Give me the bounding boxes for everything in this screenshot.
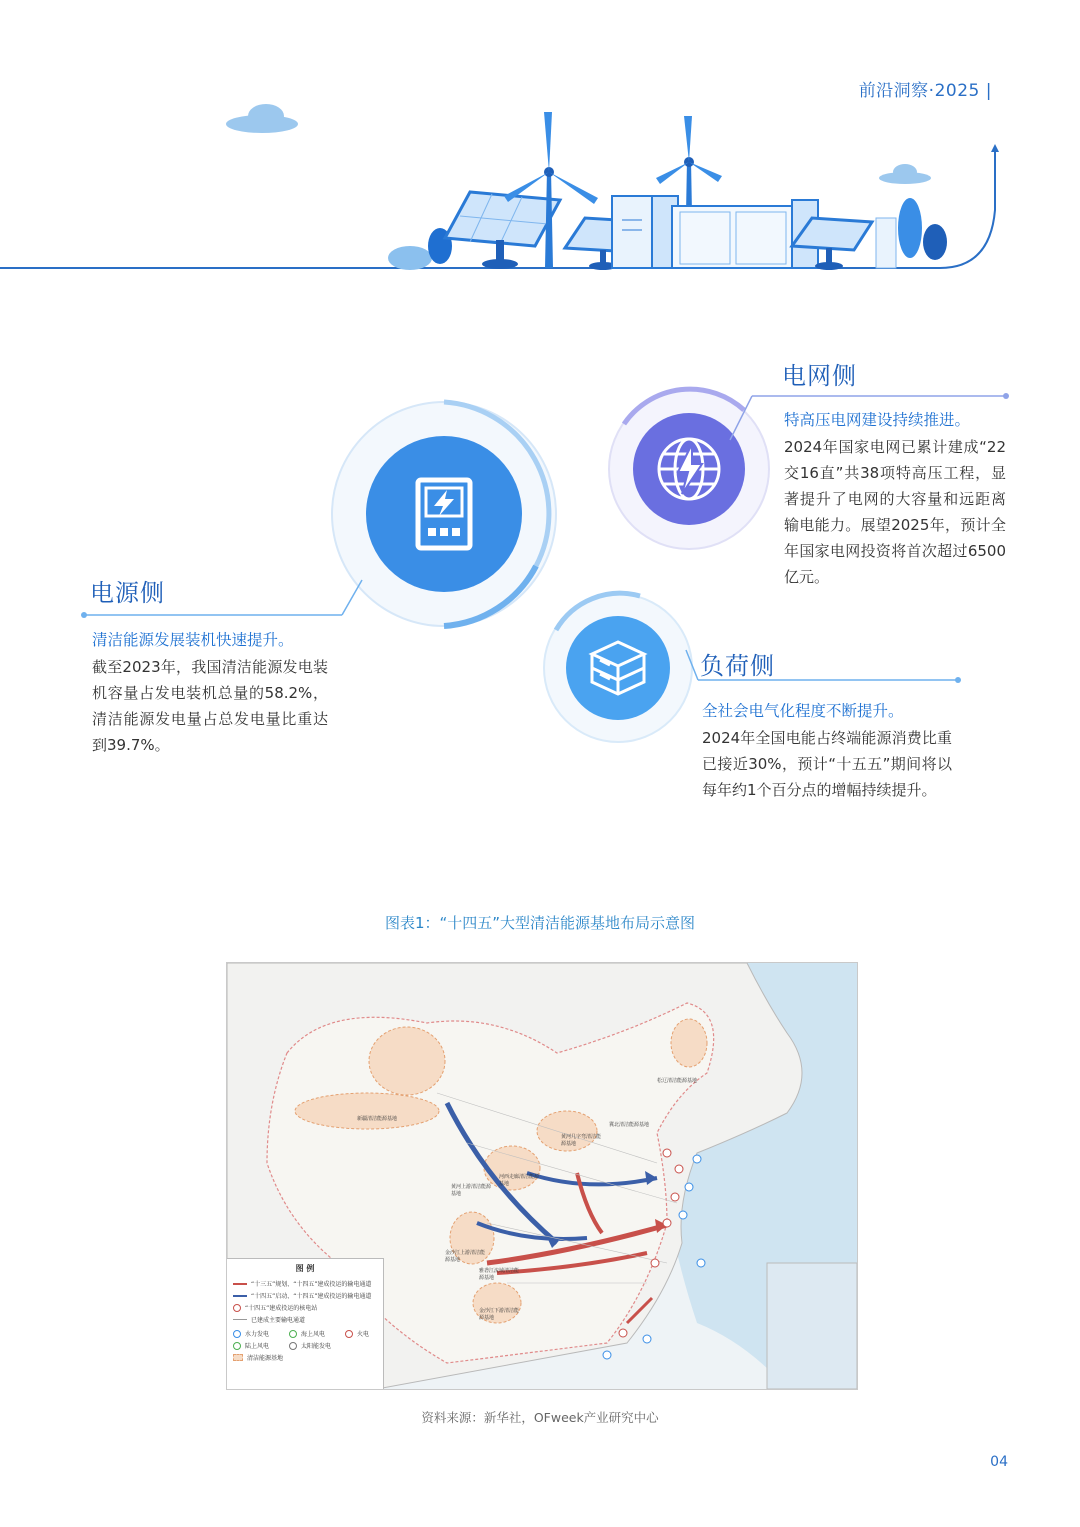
load-section-text	[702, 699, 952, 803]
map-label: 黄河上游清洁能源基地	[451, 1184, 492, 1197]
figure-source: 资料来源：新华社，OFweek产业研究中心	[421, 1410, 659, 1425]
load-section-title: 负荷侧	[700, 652, 775, 680]
legend-item: 水力发电	[233, 1329, 269, 1338]
legend-item: 陆上风电	[233, 1341, 269, 1350]
map-label: 雅砻江流域清洁能源基地	[479, 1268, 520, 1281]
legend-item: “十四五”建成投运的核电站	[233, 1303, 317, 1312]
header-tag: 前沿洞察·2025 |	[858, 81, 992, 101]
source-section-text	[92, 628, 328, 758]
legend-item: “十四五”启动、“十四五”建成投运的输电通道	[233, 1291, 371, 1300]
legend-item: “十三五”规划、“十四五”建成投运的输电通道	[233, 1279, 371, 1288]
page-number: 04	[990, 1454, 1008, 1470]
legend-item: 太阳能发电	[289, 1341, 331, 1350]
legend-title: 图 例	[295, 1264, 315, 1273]
legend-item: 火电	[345, 1329, 369, 1338]
source-body: 截至2023年，我国清洁能源发电装机容量占发电装机总量的58.2%，清洁能源发电量占总发电量比重达到39.7%。	[92, 658, 328, 754]
clean-energy-base-map	[226, 962, 858, 1390]
map-label: 松辽清洁能源基地	[657, 1078, 698, 1084]
source-subhead: 清洁能源发展装机快速提升。	[92, 631, 294, 649]
map-label: 冀北清洁能源基地	[609, 1122, 650, 1128]
load-subhead: 全社会电气化程度不断提升。	[702, 702, 904, 720]
map-label: 金沙江上游清洁能源基地	[445, 1250, 486, 1263]
figure-caption: 图表1：“十四五”大型清洁能源基地布局示意图	[384, 914, 696, 932]
legend-item: 清洁能源基地	[233, 1353, 283, 1362]
grid-subhead: 特高压电网建设持续推进。	[784, 411, 971, 429]
load-body: 2024年全国电能占终端能源消费比重已接近30%，预计“十五五”期间将以每年约1个百分点的增幅持续提升。	[702, 729, 952, 799]
grid-section-title: 电网侧	[782, 362, 857, 390]
grid-body: 2024年国家电网已累计建成“22交16直”共38项特高压工程，显著提升了电网的大容量和远距离输电能力。展望2025年，预计全年国家电网投资将首次超过6500亿元。	[784, 438, 1006, 586]
map-legend	[227, 1258, 384, 1389]
source-section-title: 电源侧	[90, 579, 165, 607]
map-label: 金沙江下游清洁能源基地	[479, 1308, 520, 1321]
legend-item: 已建成主要输电通道	[233, 1315, 305, 1324]
legend-item: 海上风电	[289, 1329, 325, 1338]
map-label: 河西走廊清洁能源基地	[499, 1174, 540, 1187]
map-label: 新疆清洁能源基地	[357, 1116, 398, 1122]
map-label: 黄河几字弯清洁能源基地	[561, 1134, 602, 1147]
grid-section-text	[784, 408, 1006, 590]
